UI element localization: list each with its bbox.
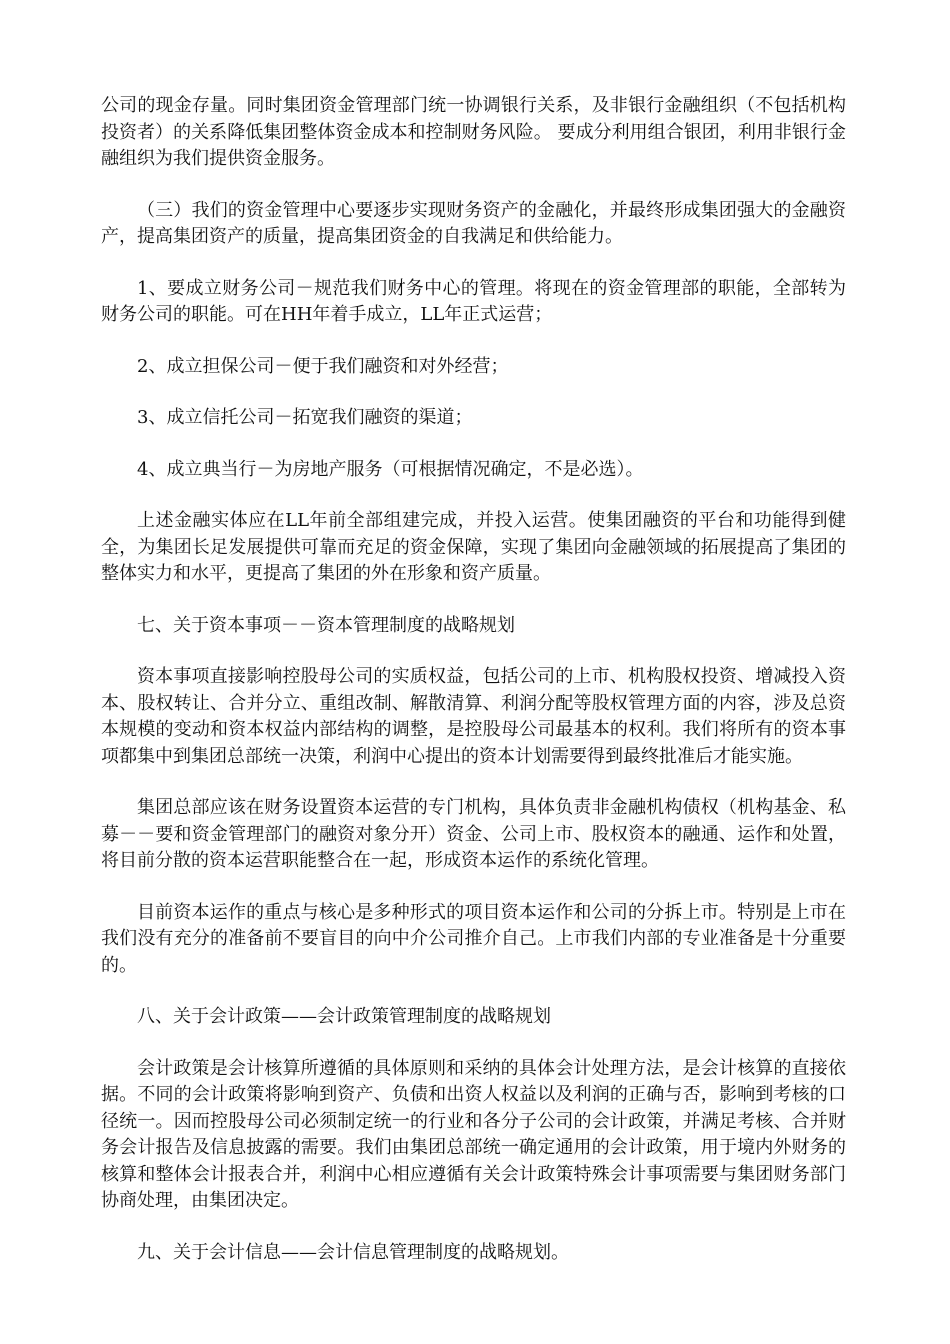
paragraph-financial-entities-summary: 上述金融实体应在LL年前全部组建完成，并投入运营。使集团融资的平台和功能得到健全，为集团长足发展提供可靠而充足的资金保障，实现了集团向金融领域的拓展提高了集团的整体实力和水平，更提高了集团的外在形象和资产质量。 xyxy=(101,510,846,584)
paragraph-capital-matters: 资本事项直接影响控股母公司的实质权益，包括公司的上市、机构股权投资、增减投入资本、股权转让、合并分立、重组改制、解散清算、利润分配等股权管理方面的内容，涉及总资本规模的变动和资本权益内部结构的调整，是控股母公司最基本的权利。我们将所有的资本事项都集中到集团总部统一决策，利润中心提出的资本计划需要得到最终批准后才能实施。 xyxy=(101,666,846,767)
list-item-finance-company: 1、要成立财务公司－规范我们财务中心的管理。将现在的资金管理部的职能，全部转为财务公司的职能。可在HH年着手成立，LL年正式运营； xyxy=(101,277,846,325)
section-heading-capital-matters: 七、关于资本事项－－资本管理制度的战略规划 xyxy=(137,614,515,636)
section-heading-accounting-policy: 八、关于会计政策——会计政策管理制度的战略规划 xyxy=(137,1006,551,1027)
paragraph-capital-operation-agency: 集团总部应该在财务设置资本运营的专门机构，具体负责非金融机构债权（机构基金、私募－－要和资金管理部门的融资对象分开）资金、公司上市、股权资本的融通、运作和处置，将目前分散的资本运营职能整合在一起，形成资本运作的系统化管理。 xyxy=(101,797,846,871)
paragraph-accounting-policy: 会计政策是会计核算所遵循的具体原则和采纳的具体会计处理方法，是会计核算的直接依据。不同的会计政策将影响到资产、负债和出资人权益以及利润的正确与否，影响到考核的口径统一。因而控股母公司必须制定统一的行业和各分子公司的会计政策，并满足考核、合并财务会计报告及信息披露的需要。我们由集团总部统一确定通用的会计政策，用于境内外财务的核算和整体会计报表合并，利润中心相应遵循有关会计政策特殊会计事项需要与集团财务部门协商处理，由集团决定。 xyxy=(101,1057,846,1211)
paragraph-cash-reserve: 公司的现金存量。同时集团资金管理部门统一协调银行关系，及非银行金融组织（不包括机构投资者）的关系降低集团整体资金成本和控制财务风险。 要成分利用组合银团，利用非银行金融组织为我们提供资金服务。 xyxy=(101,95,846,169)
document-body xyxy=(101,93,846,1291)
section-heading-accounting-information: 九、关于会计信息——会计信息管理制度的战略规划。 xyxy=(137,1241,569,1263)
list-item-trust-company: 3、成立信托公司－拓宽我们融资的渠道； xyxy=(137,407,473,428)
list-item-guarantee-company: 2、成立担保公司－便于我们融资和对外经营； xyxy=(137,355,509,377)
list-item-pawnshop: 4、成立典当行－为房地产服务（可根据情况确定，不是必选）。 xyxy=(137,458,644,480)
paragraph-capital-operation-focus: 目前资本运作的重点与核心是多种形式的项目资本运作和公司的分拆上市。特别是上市在我们没有充分的准备前不要盲目的向中介公司推介自己。上市我们内部的专业准备是十分重要的。 xyxy=(101,901,846,976)
paragraph-fund-center-financialization: （三）我们的资金管理中心要逐步实现财务资产的金融化，并最终形成集团强大的金融资产，提高集团资产的质量，提高集团资金的自我满足和供给能力。 xyxy=(101,199,846,247)
